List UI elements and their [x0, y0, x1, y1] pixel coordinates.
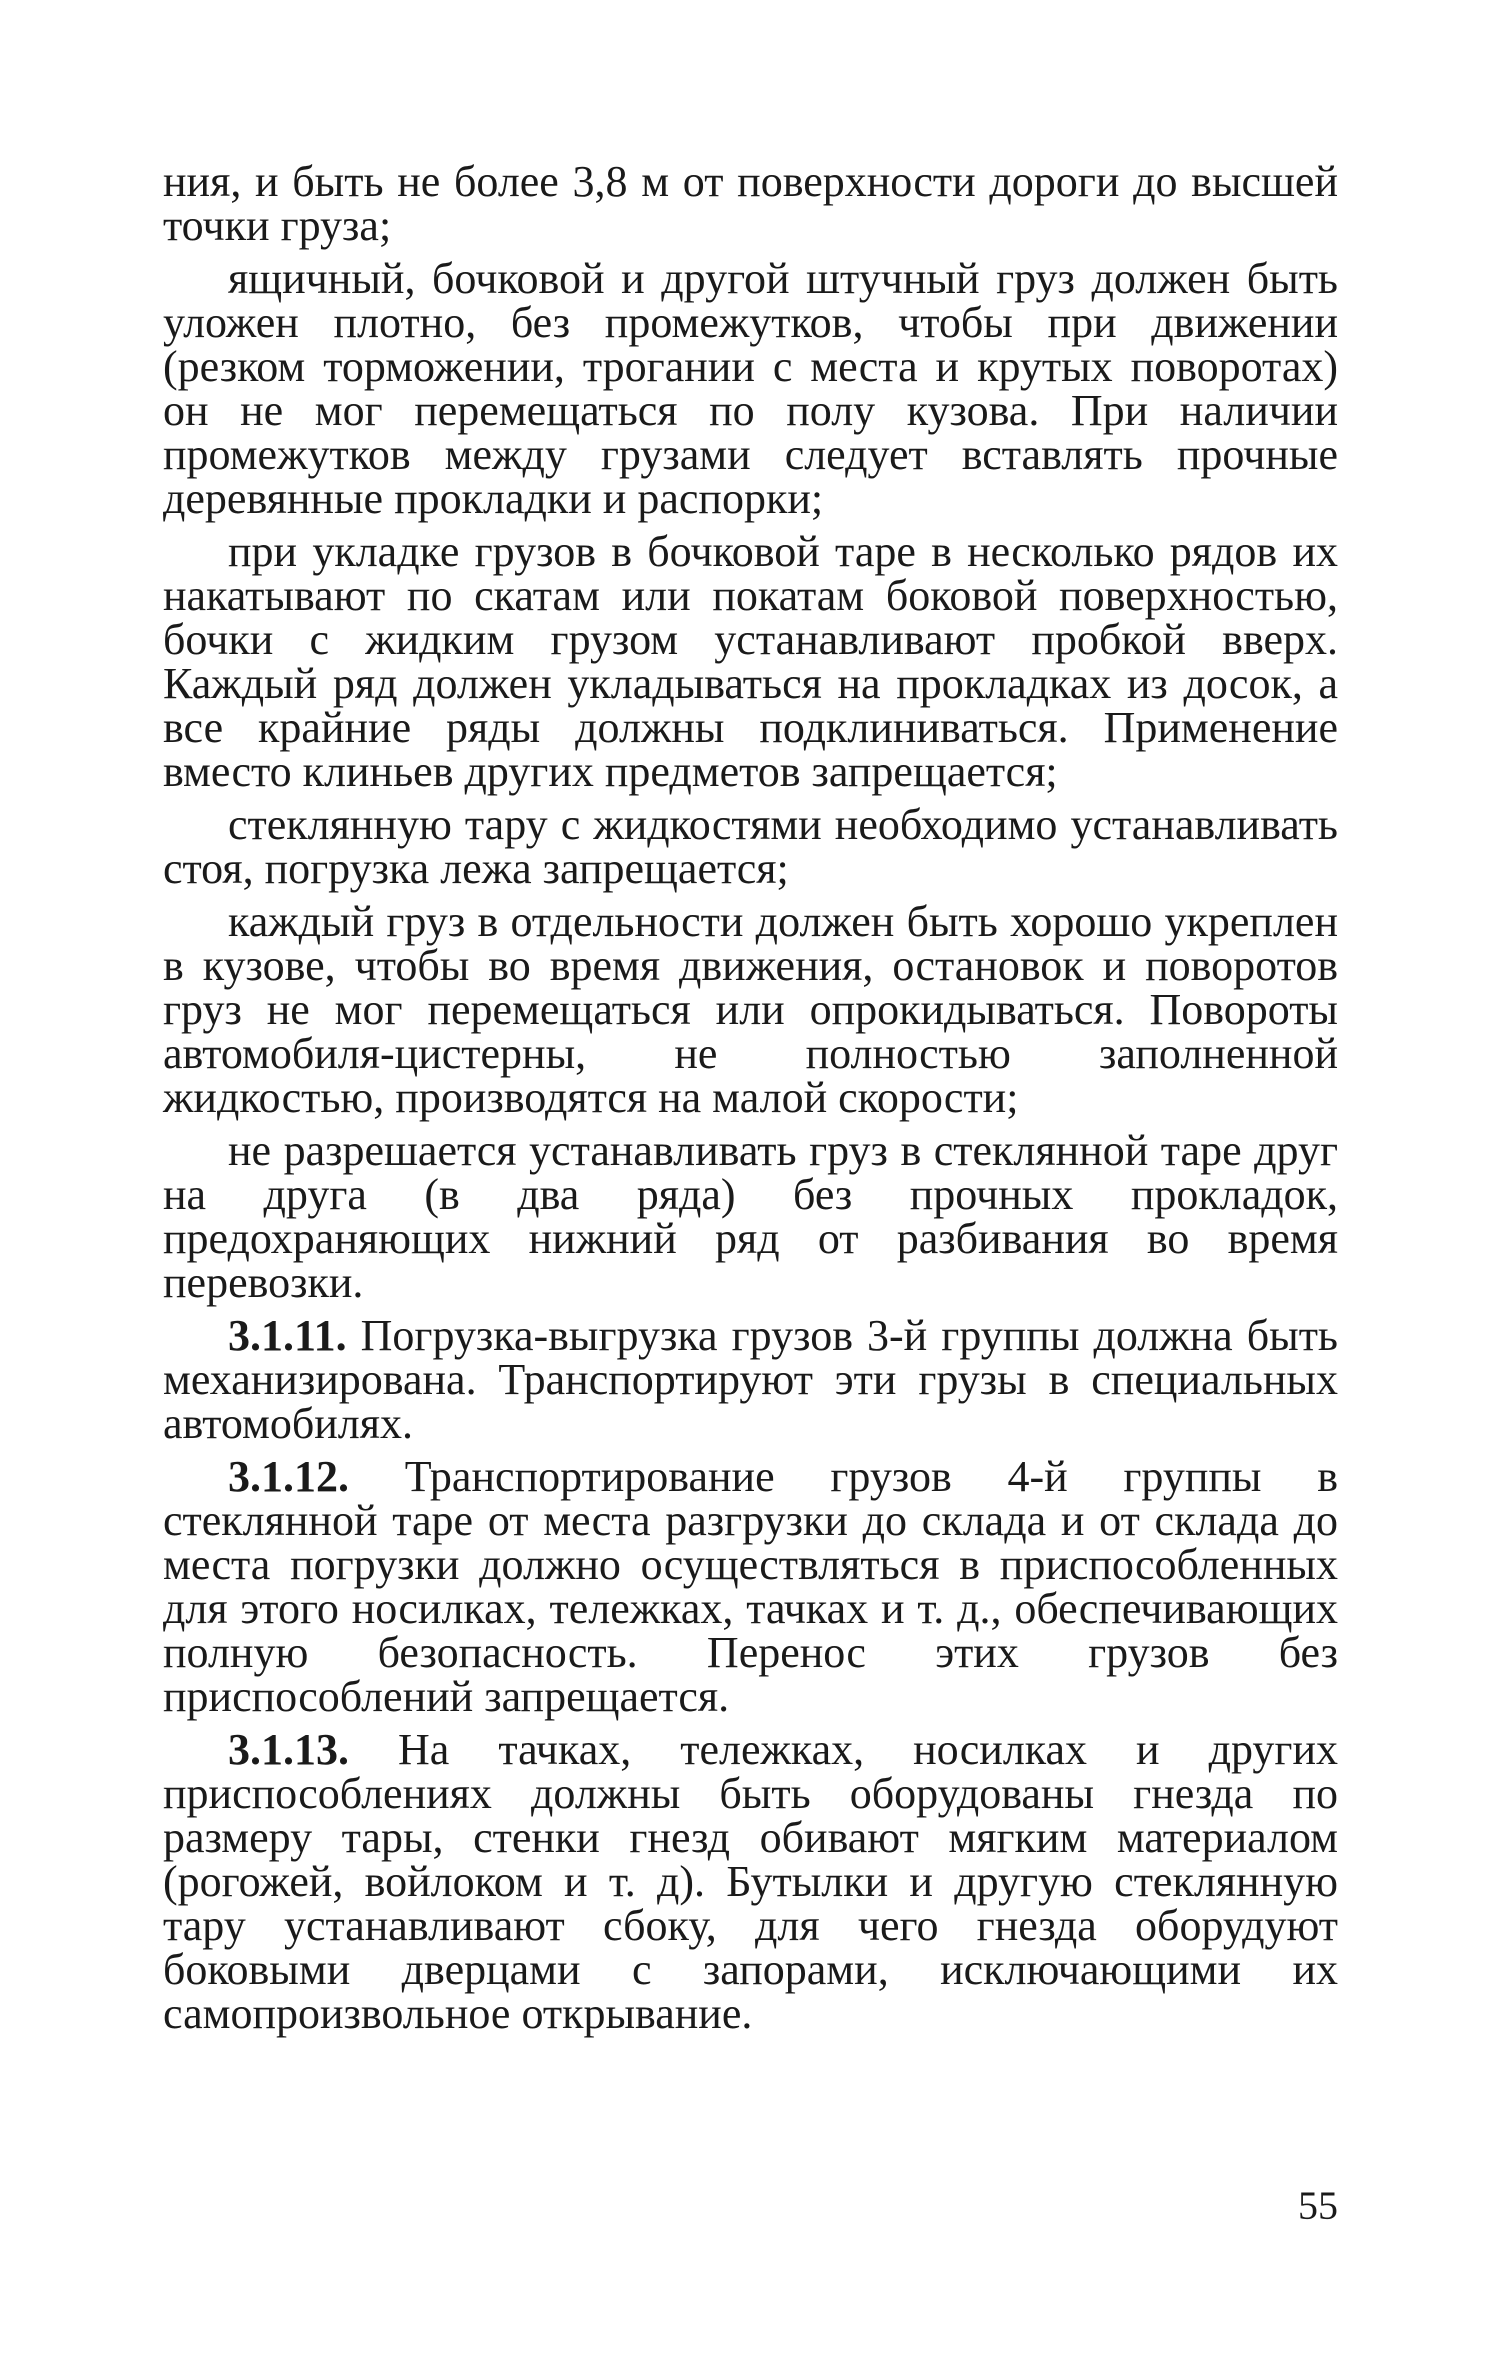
- paragraph: [163, 800, 1338, 893]
- paragraph: [163, 254, 1338, 523]
- paragraph-text: стеклянную тару с жидкостями необходимо устанавливать стоя, погрузка лежа запрещается;: [163, 800, 1338, 893]
- paragraph-text: при укладке грузов в бочковой таре в несколько рядов их накатывают по скатам или покатам боковой поверхностью, бочки с жидким грузом устанавливают пробкой вверх. Каждый ряд должен укладываться на прокладках из досок, а все крайние ряды должны подклиниваться. Применение вместо клиньев других предметов запрещается;: [163, 527, 1338, 796]
- paragraph-text: ния, и быть не более 3,8 м от поверхности дороги до высшей точки груза;: [163, 157, 1338, 250]
- paragraph: [163, 1126, 1338, 1307]
- paragraph-text: Погрузка-выгрузка грузов 3-й группы должна быть механизирована. Транспортируют эти грузы в специальных автомобилях.: [163, 1311, 1338, 1448]
- section-3-1-11: [163, 1311, 1338, 1448]
- section-3-1-13: [163, 1725, 1338, 2038]
- paragraph-text: каждый груз в отдельности должен быть хорошо укреплен в кузове, чтобы во время движения, остановок и поворотов груз не мог перемещаться или опрокидываться. Повороты автомобиля-цистерны, не полностью заполненной жидкостью, производятся на малой скорости;: [163, 897, 1338, 1122]
- paragraph-text: не разрешается устанавливать груз в стеклянной таре друг на друга (в два ряда) без прочных прокладок, предохраняющих нижний ряд от разбивания во время перевозки.: [163, 1126, 1338, 1307]
- paragraph: [163, 897, 1338, 1122]
- paragraph-continuation: [163, 157, 1338, 250]
- page-body: [163, 157, 1338, 2045]
- section-number: 3.1.13.: [228, 1725, 349, 1774]
- section-number: 3.1.12.: [228, 1452, 349, 1501]
- page-number: 55: [1298, 2183, 1338, 2228]
- section-number: 3.1.11.: [228, 1311, 347, 1360]
- paragraph-text: На тачках, тележках, носилках и других приспособлениях должны быть оборудованы гнезда по размеру тары, стенки гнезд обивают мягким материалом (рогожей, войлоком и т. д). Бутылки и другую стеклянную тару устанавливают сбоку, для чего гнезда оборудуют боковыми дверцами с запорами, исключающими их самопроизвольное открывание.: [163, 1725, 1338, 2038]
- paragraph-text: Транспортирование грузов 4-й группы в стеклянной таре от места разгрузки до склада и от склада до места погрузки должно осуществляться в приспособленных для этого носилках, тележках, тачках и т. д., обеспечивающих полную безопасность. Перенос этих грузов без приспособлений запрещается.: [163, 1452, 1338, 1721]
- section-3-1-12: [163, 1452, 1338, 1721]
- paragraph-text: ящичный, бочковой и другой штучный груз должен быть уложен плотно, без промежутков, чтобы при движении (резком торможении, трогании с места и крутых поворотах) он не мог перемещаться по полу кузова. При наличии промежутков между грузами следует вставлять прочные деревянные прокладки и распорки;: [163, 254, 1338, 523]
- paragraph: [163, 527, 1338, 796]
